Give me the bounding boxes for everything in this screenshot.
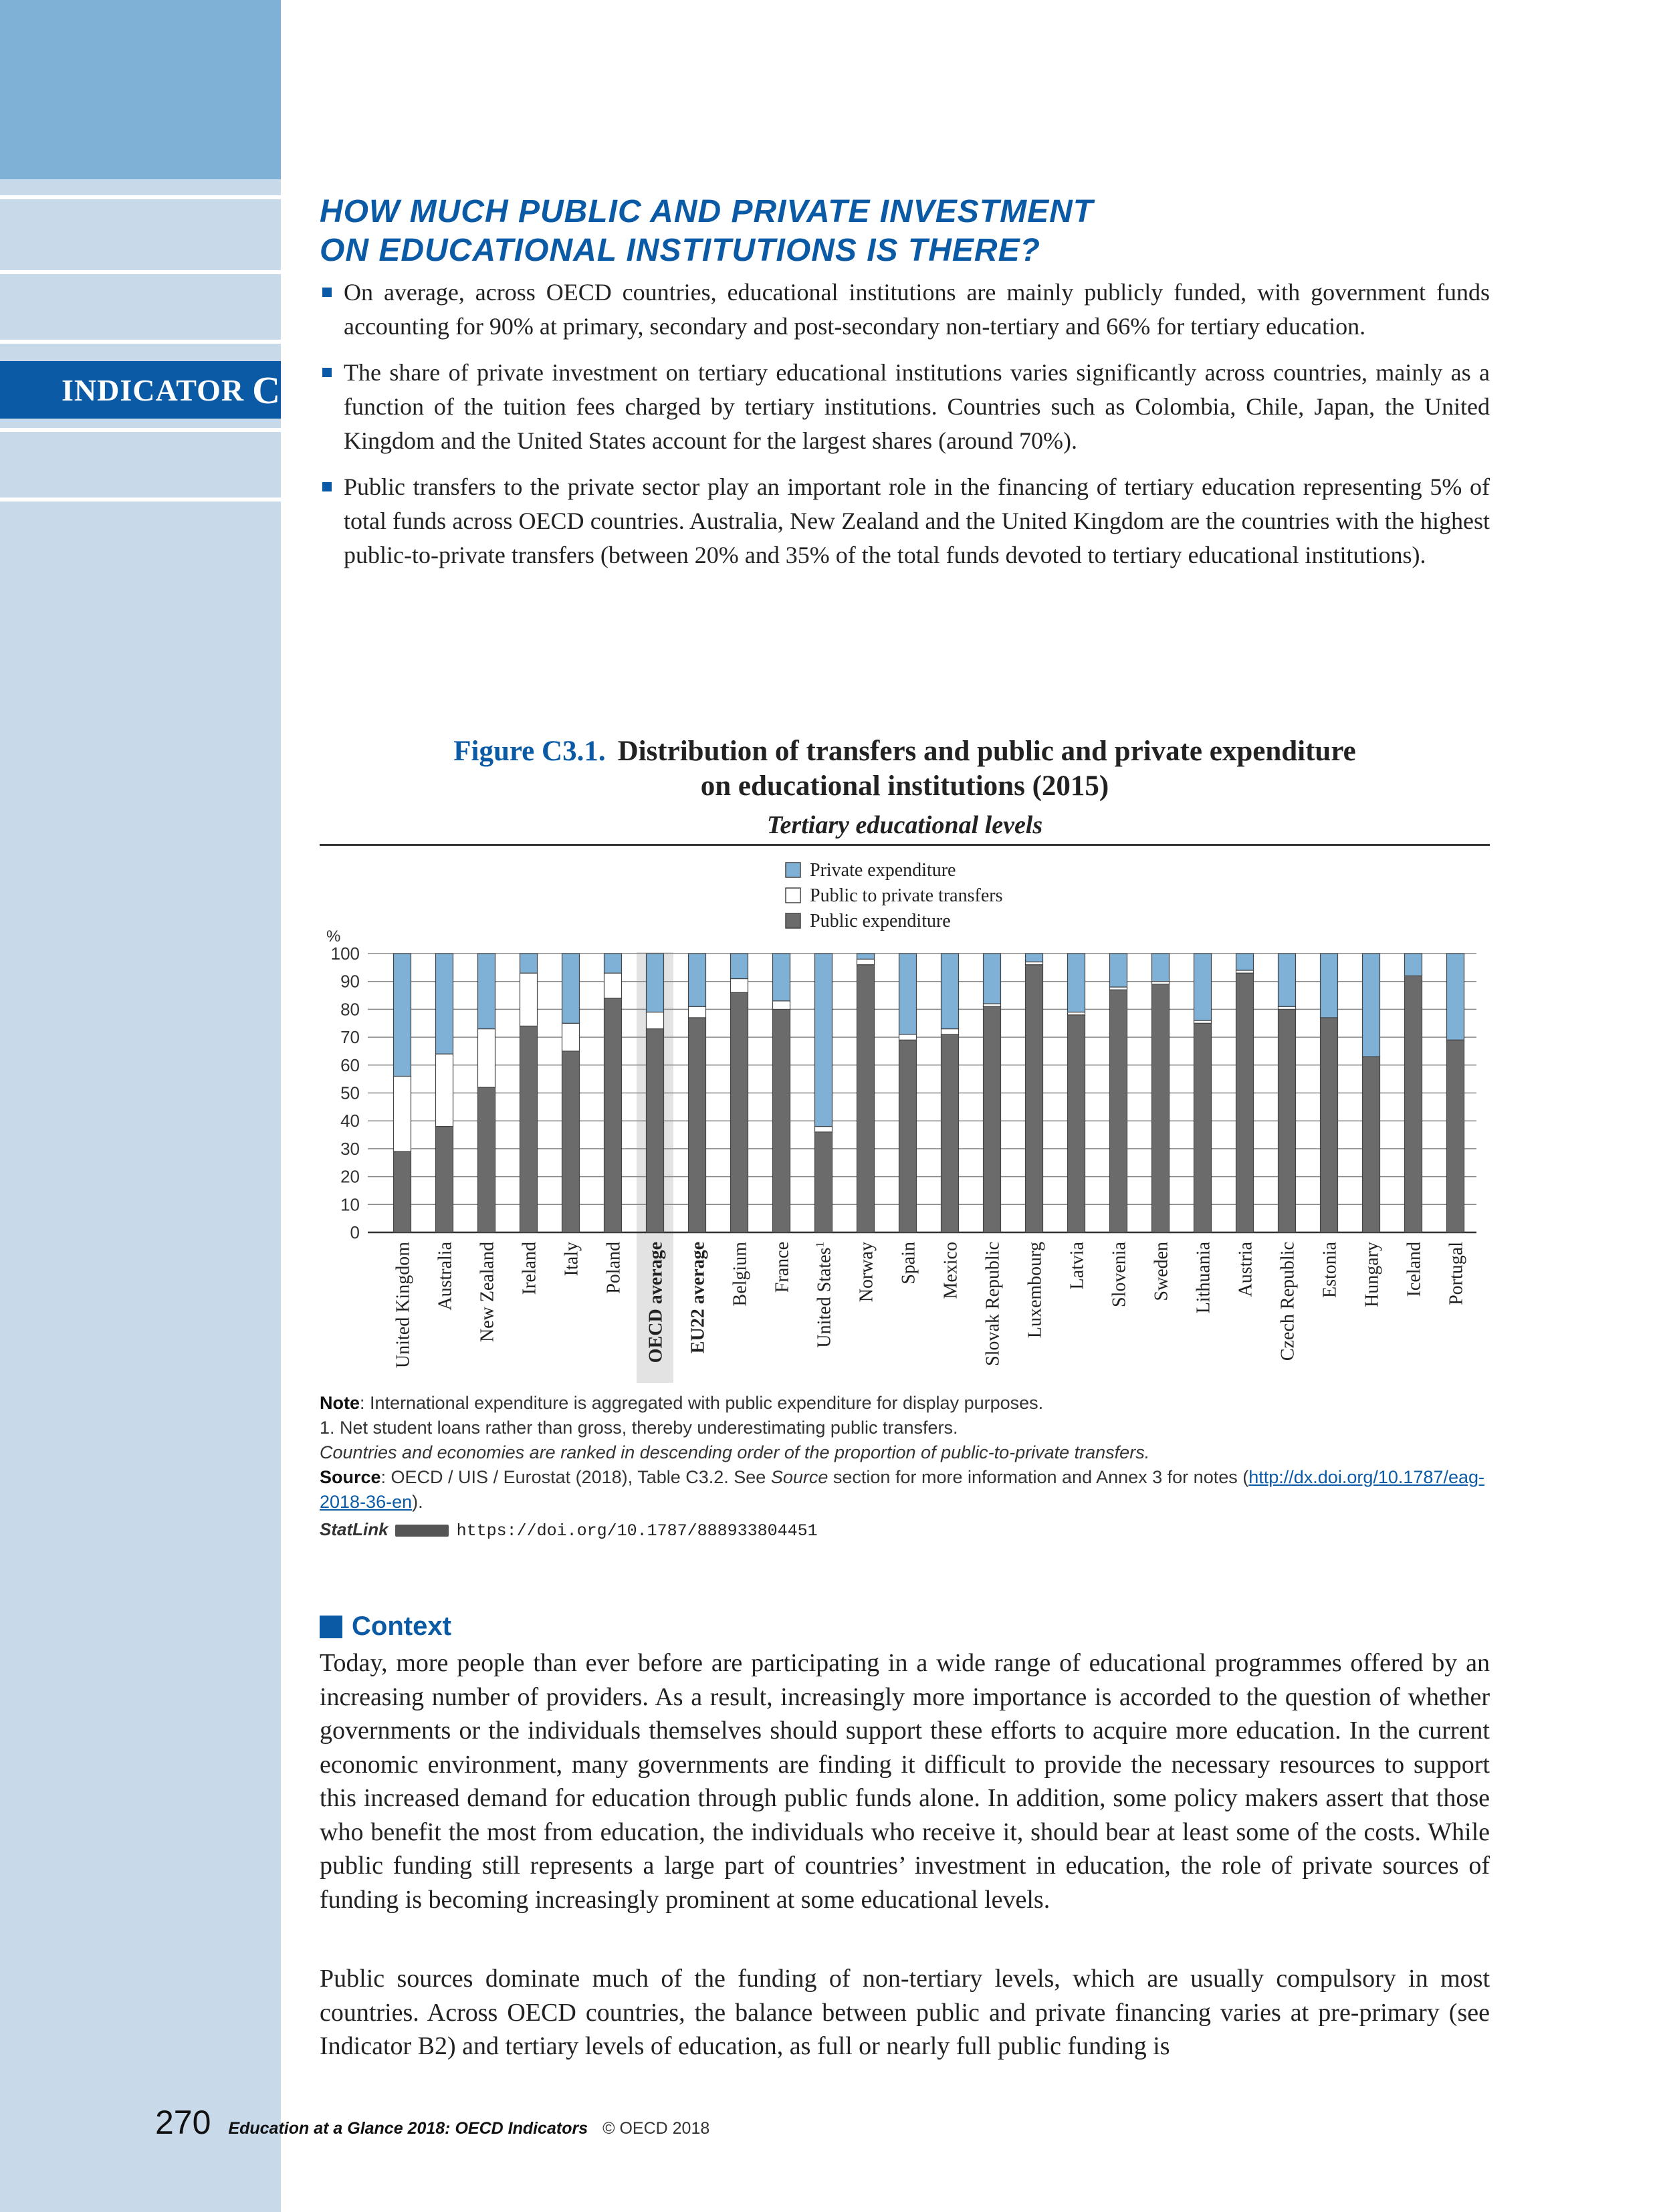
x-category-label: Poland	[603, 1242, 625, 1294]
y-tick-label: 80	[340, 999, 360, 1020]
x-category-label: Estonia	[1319, 1242, 1341, 1298]
bar-public-expenditure	[1194, 1023, 1212, 1232]
figure-top-rule	[320, 844, 1490, 846]
x-category-label: United Kingdom	[393, 1242, 414, 1368]
bar-private-expenditure	[773, 954, 790, 1001]
bar-public-expenditure	[436, 1127, 453, 1232]
bar-private-expenditure	[562, 954, 580, 1023]
bar-public-to-private-transfers	[899, 1034, 917, 1040]
legend-label: Private expenditure	[810, 860, 956, 881]
x-category-label: Austria	[1235, 1242, 1256, 1297]
y-tick-label: 50	[340, 1083, 360, 1103]
y-tick-label: 60	[340, 1055, 360, 1075]
bar-private-expenditure	[1321, 954, 1338, 1018]
figure-subtitle: Tertiary educational levels	[766, 811, 1043, 839]
bar-public-expenditure	[1068, 1015, 1085, 1232]
page-footer	[155, 2103, 709, 2142]
note-label: Note	[320, 1393, 360, 1413]
figure-number: Figure C3.1.	[453, 736, 606, 767]
source-italic: Source	[770, 1467, 828, 1487]
bar-public-expenditure	[689, 1018, 706, 1232]
bar-public-to-private-transfers	[1236, 970, 1254, 973]
figure-title	[320, 734, 1490, 804]
figure-title-line-2: on educational institutions (2015)	[700, 770, 1109, 802]
bar-public-to-private-transfers	[773, 1001, 790, 1010]
y-tick-label: 10	[340, 1194, 360, 1215]
x-category-label: Mexico	[940, 1242, 962, 1299]
stacked-bar-chart	[294, 848, 1498, 1396]
bar-public-expenditure	[478, 1087, 495, 1232]
bar-private-expenditure	[1405, 954, 1422, 976]
bar-public-expenditure	[1321, 1018, 1338, 1232]
x-category-label: Czech Republic	[1277, 1242, 1299, 1361]
bar-private-expenditure	[1236, 954, 1254, 970]
y-tick-label: 40	[340, 1111, 360, 1131]
statlink-line	[320, 1517, 1490, 1543]
bar-private-expenditure	[731, 954, 748, 979]
indicator-prefix: INDICATOR	[62, 372, 245, 407]
bar-private-expenditure	[1110, 954, 1127, 987]
statlink-label: StatLink	[320, 1519, 389, 1539]
page-headline	[320, 193, 1490, 270]
bar-public-to-private-transfers	[604, 973, 622, 998]
key-finding-item: On average, across OECD countries, educational institutions are mainly publicly funded, with government funds accounting for 90% at primary, secondary and post-secondary non-tertiary and 66% for tertiary education.	[320, 275, 1490, 344]
x-category-label: Norway	[856, 1242, 877, 1303]
legend-label: Public to private transfers	[810, 885, 1003, 906]
bar-public-to-private-transfers	[731, 979, 748, 993]
x-category-label: Slovenia	[1109, 1242, 1130, 1307]
bar-public-expenditure	[773, 1009, 790, 1232]
bar-public-to-private-transfers	[1279, 1006, 1296, 1009]
bar-private-expenditure	[689, 954, 706, 1006]
footnote-mark: 1	[813, 1242, 826, 1248]
bar-public-to-private-transfers	[1026, 962, 1043, 965]
bar-public-to-private-transfers	[436, 1054, 453, 1126]
headline-line-2: ON EDUCATIONAL INSTITUTIONS IS THERE?	[320, 233, 1040, 268]
sidebar-divider	[0, 497, 281, 502]
x-category-label: Slovak Republic	[982, 1242, 1004, 1366]
x-category-label: Australia	[435, 1242, 456, 1311]
source-line	[320, 1465, 1490, 1515]
bar-private-expenditure	[942, 954, 959, 1029]
key-finding-item: Public transfers to the private sector play an important role in the financing of tertiary education representing 5% of total funds across OECD countries. Australia, New Zealand and the United Kingdom are the countries with the highest public-to-private transfers (between 20% and 35% of the total funds devoted to tertiary educational institutions).	[320, 470, 1490, 572]
figure-notes	[320, 1391, 1490, 1543]
source-end: ).	[412, 1492, 423, 1512]
bar-private-expenditure	[520, 954, 538, 973]
sidebar-divider	[0, 270, 281, 274]
headline-line-1: HOW MUCH PUBLIC AND PRIVATE INVESTMENT	[320, 194, 1094, 229]
sidebar-band	[0, 0, 281, 2212]
x-category-label: Spain	[898, 1242, 919, 1285]
bar-public-expenditure	[857, 965, 875, 1232]
bar-public-expenditure	[1236, 973, 1254, 1232]
bar-private-expenditure	[899, 954, 917, 1034]
context-paragraph-2: Public sources dominate much of the funding of non-tertiary levels, which are usually compulsory in most countries. Across OECD countries, the balance between public and private financing varies at pre-primary (see Indicator B2) and tertiary levels of education, as full or nearly full public funding is	[320, 1965, 1490, 2060]
context-paragraph-1: Today, more people than ever before are participating in a wide range of educational programmes offered by an increasing number of providers. As a result, increasingly more importance is accorded to the question of whether governments or the individuals themselves should support these efforts to acquire more education. In the current economic environment, many governments are finding it difficult to provide the necessary resources to support this increased demand for education through public funds alone. In addition, some policy makers assert that those who benefit the most from education, the individuals who receive it, should bear at least some of the costs. While public funding still represents a large part of countries’ investment in education, the role of private sources of funding is becoming increasingly prominent at some educational levels.	[320, 1649, 1490, 1914]
x-category-label: Hungary	[1361, 1242, 1383, 1307]
bar-private-expenditure	[478, 954, 495, 1029]
bar-public-expenditure	[394, 1151, 411, 1232]
bar-public-expenditure	[1279, 1009, 1296, 1232]
bar-private-expenditure	[1363, 954, 1380, 1057]
source-text-a: : OECD / UIS / Eurostat (2018), Table C3.2. See	[380, 1467, 771, 1487]
bar-private-expenditure	[394, 954, 411, 1076]
x-category-label: Portugal	[1446, 1242, 1467, 1305]
bar-public-to-private-transfers	[857, 959, 875, 964]
legend-label: Public expenditure	[810, 911, 951, 931]
x-category-label: EU22 average	[687, 1242, 709, 1354]
sidebar-top-block	[0, 0, 281, 179]
bar-public-to-private-transfers	[942, 1029, 959, 1034]
page-number: 270	[155, 2104, 211, 2141]
bar-public-expenditure	[1447, 1040, 1464, 1232]
bar-public-expenditure	[984, 1006, 1001, 1232]
bar-public-expenditure	[1152, 984, 1170, 1232]
bar-public-expenditure	[815, 1132, 833, 1232]
bar-public-expenditure	[1026, 965, 1043, 1232]
bar-public-to-private-transfers	[984, 1004, 1001, 1006]
source-link[interactable]: http://dx.doi.org/10.1787/eag-2018-36-en	[320, 1467, 1484, 1512]
bar-private-expenditure	[815, 954, 833, 1127]
x-category-label: France	[772, 1242, 793, 1293]
sidebar-divider	[0, 195, 281, 199]
source-label: Source	[320, 1467, 381, 1487]
bar-public-to-private-transfers	[520, 973, 538, 1026]
bar-public-expenditure	[942, 1034, 959, 1232]
bar-public-to-private-transfers	[815, 1127, 833, 1132]
bar-public-expenditure	[1405, 976, 1422, 1232]
y-axis-unit-label: %	[326, 927, 341, 946]
indicator-code: C3	[252, 368, 302, 412]
context-square-icon	[320, 1616, 342, 1638]
x-category-label: Belgium	[730, 1242, 751, 1307]
y-tick-label: 100	[330, 944, 360, 964]
key-findings-list	[320, 275, 1490, 584]
legend-swatch	[786, 913, 800, 928]
y-tick-label: 20	[340, 1166, 360, 1187]
bar-public-expenditure	[1363, 1057, 1380, 1232]
bar-public-expenditure	[899, 1040, 917, 1232]
x-category-label: Lithuania	[1193, 1242, 1214, 1314]
indicator-tab	[0, 361, 302, 419]
copyright: © OECD 2018	[602, 2119, 710, 2138]
footnote-1: 1. Net student loans rather than gross, thereby underestimating public transfers.	[320, 1418, 958, 1438]
x-category-label: New Zealand	[477, 1242, 498, 1343]
bar-private-expenditure	[604, 954, 622, 973]
note-text: : International expenditure is aggregated with public expenditure for display purposes.	[360, 1393, 1044, 1413]
bar-public-expenditure	[647, 1029, 664, 1232]
x-category-label: Luxembourg	[1024, 1242, 1046, 1339]
bar-private-expenditure	[1279, 954, 1296, 1006]
y-tick-label: 30	[340, 1138, 360, 1159]
bar-public-to-private-transfers	[478, 1029, 495, 1088]
x-category-label: Italy	[561, 1242, 582, 1277]
legend-swatch	[786, 863, 800, 877]
bar-public-expenditure	[520, 1026, 538, 1232]
x-category-label: OECD average	[645, 1242, 667, 1363]
bar-public-expenditure	[604, 998, 622, 1232]
ranking-note: Countries and economies are ranked in descending order of the proportion of public-to-private transfers.	[320, 1442, 1150, 1462]
figure-title-line-1: Distribution of transfers and public and private expenditure	[617, 736, 1356, 767]
bar-private-expenditure	[1152, 954, 1170, 982]
context-heading	[320, 1612, 1490, 1642]
publication-title: Education at a Glance 2018: OECD Indicators	[228, 2119, 588, 2138]
bar-public-to-private-transfers	[1068, 1012, 1085, 1015]
source-text-b: section for more information and Annex 3 for notes (	[828, 1467, 1249, 1487]
x-category-label: Iceland	[1404, 1242, 1425, 1297]
bar-public-to-private-transfers	[394, 1076, 411, 1151]
statlink-url[interactable]: https://doi.org/10.1787/888933804451	[456, 1521, 818, 1541]
bar-private-expenditure	[1026, 954, 1043, 962]
bar-private-expenditure	[1447, 954, 1464, 1040]
bar-public-to-private-transfers	[1152, 982, 1170, 984]
note-line	[320, 1391, 1490, 1416]
bar-private-expenditure	[647, 954, 664, 1012]
sidebar-divider	[0, 340, 281, 344]
legend-swatch	[786, 888, 800, 903]
bar-public-to-private-transfers	[1194, 1020, 1212, 1023]
bar-public-expenditure	[1110, 990, 1127, 1232]
x-category-label: United States$^1$	[813, 1242, 835, 1348]
bar-public-expenditure	[562, 1051, 580, 1232]
statlink-icon	[395, 1525, 449, 1537]
bar-public-to-private-transfers	[647, 1012, 664, 1029]
bar-private-expenditure	[1194, 954, 1212, 1020]
x-category-label: Sweden	[1151, 1242, 1172, 1301]
bar-public-to-private-transfers	[562, 1023, 580, 1051]
sidebar-divider	[0, 428, 281, 432]
bar-private-expenditure	[1068, 954, 1085, 1012]
bar-public-expenditure	[731, 992, 748, 1232]
bar-private-expenditure	[857, 954, 875, 959]
bar-public-to-private-transfers	[1110, 987, 1127, 990]
bar-private-expenditure	[984, 954, 1001, 1004]
y-tick-label: 90	[340, 971, 360, 992]
y-tick-label: 70	[340, 1027, 360, 1048]
x-category-label: Ireland	[519, 1242, 540, 1295]
key-finding-item: The share of private investment on tertiary educational institutions varies significantly across countries, mainly as a function of the tuition fees charged by tertiary institutions. Countries such as Colombia, Chile, Japan, the United Kingdom and the United States account for the largest shares (around 70%).	[320, 356, 1490, 458]
context-heading-text: Context	[352, 1612, 451, 1641]
x-category-label: Latvia	[1067, 1242, 1088, 1290]
bar-public-to-private-transfers	[689, 1006, 706, 1018]
y-tick-label: 0	[350, 1222, 360, 1242]
bar-private-expenditure	[436, 954, 453, 1054]
